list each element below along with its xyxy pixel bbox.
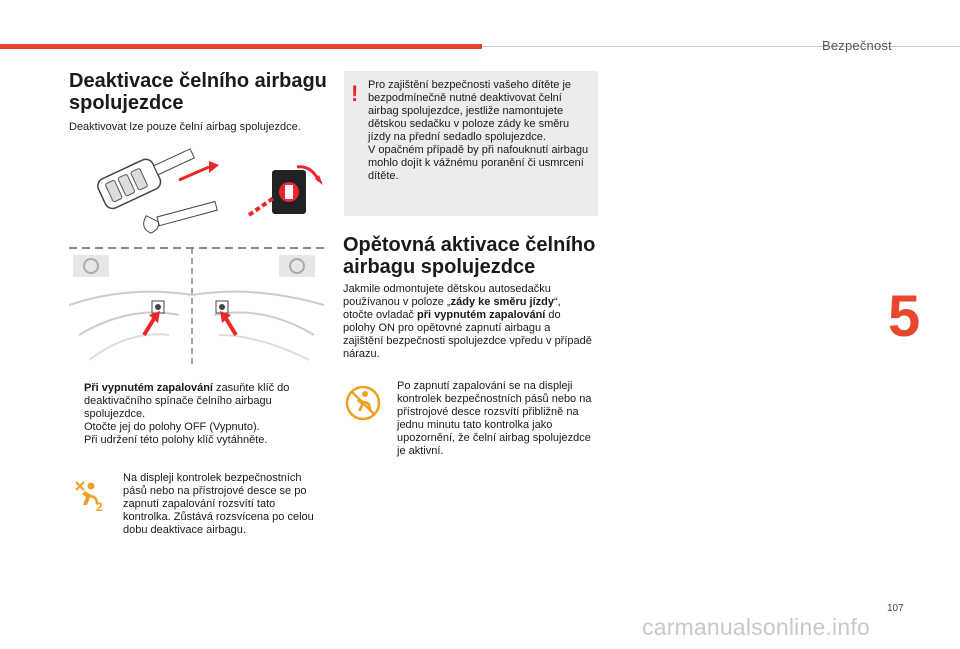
reactivation-heading: Opětovná aktivace čelního airbagu spolujezdce xyxy=(343,234,596,278)
section-title: Bezpečnost xyxy=(822,38,892,53)
svg-text:2: 2 xyxy=(96,500,103,513)
body-text: “, otočte ovladač xyxy=(343,296,561,321)
header-accent-bar xyxy=(0,44,482,49)
indicator-on-text: Po zapnutí zapalování se na displeji kontrolek bezpečnostních pásů nebo na přístrojové desce rozsvítí přibližně na jednu minutu tato kontrolka jako upozornění, že čelní airbag spolujezdce je aktivní. xyxy=(397,380,592,457)
list-item xyxy=(69,421,329,434)
step-text: zasuňte klíč do deaktivačního spínače čelního airbagu spolujezdce. xyxy=(84,382,290,420)
body-bold: při vypnutém zapalování xyxy=(417,309,546,321)
warning-text: Pro zajištění bezpečnosti vašeho dítěte je bezpodmínečně nutné deaktivovat čelní airbag spolujezdce, jestliže namontujete dětskou sedačku v poloze zády ke směru jízdy na přední sedadlo spolujezdce. V opačném případě by při nafouknutí airbagu mohlo dojít k vážnému poranění či usmrcení dítěte. xyxy=(368,79,589,182)
step-bold: Při vypnutém zapalování xyxy=(84,382,213,394)
warning-exclamation-icon: ! xyxy=(351,81,359,106)
page-number: 107 xyxy=(887,603,904,614)
list-item xyxy=(69,434,329,447)
watermark: carmanualsonline.info xyxy=(642,614,870,640)
step-text: Při udržení této polohy klíč vytáhněte. xyxy=(84,434,268,446)
indicator-off-text: Na displeji kontrolek bezpečnostních pásů nebo na přístrojové desce se po zapnutí zapalování rozsvítí tato kontrolka. Zůstává rozsvícena po celou dobu deaktivace airbagu. xyxy=(123,472,314,536)
body-text: do polohy ON pro opětovné zapnutí airbagu a zajištění bezpečnosti spolujezdce vpředu v případě nárazu. xyxy=(343,309,592,360)
airbag-off-indicator-icon xyxy=(73,479,107,513)
body-text: Jakmile odmontujete dětskou autosedačku používanou v poloze „ xyxy=(343,283,551,308)
deactivation-heading: Deaktivace čelního airbagu spolujezdce xyxy=(69,70,327,114)
list-item xyxy=(69,382,329,421)
body-bold: zády ke směru jízdy xyxy=(450,296,554,308)
warning-box xyxy=(344,71,598,216)
deactivation-intro: Deaktivovat lze pouze čelní airbag spolujezdce. xyxy=(69,121,301,133)
airbag-on-indicator-icon xyxy=(345,385,381,421)
reactivation-body xyxy=(343,283,593,361)
deactivation-steps xyxy=(69,382,329,447)
chapter-number: 5 xyxy=(888,284,921,349)
step-text: Otočte jej do polohy OFF (Vypnuto). xyxy=(84,421,260,433)
deactivation-illustration xyxy=(69,145,324,367)
